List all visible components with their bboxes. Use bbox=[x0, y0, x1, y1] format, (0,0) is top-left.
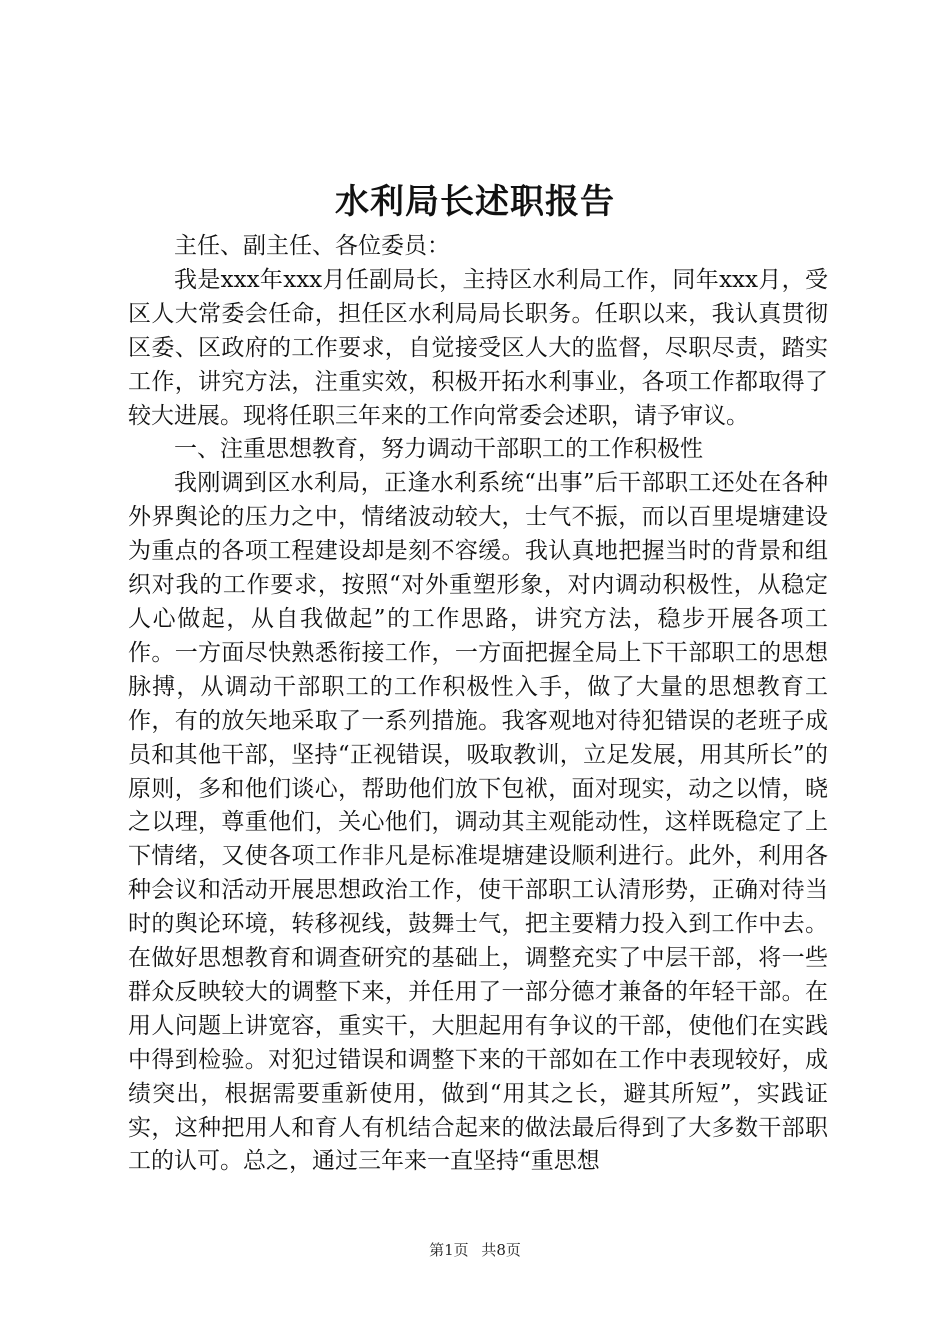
page-total: 共8页 bbox=[481, 1241, 521, 1259]
page-number: 第1页 bbox=[429, 1241, 469, 1259]
page-footer bbox=[0, 1240, 950, 1260]
section-heading: 一、注重思想教育，努力调动干部职工的工作积极性 bbox=[174, 436, 703, 463]
paragraph-intro: 我是xxx年xxx月任副局长，主持区水利局工作，同年xxx月，受区人大常委会任命，担任区水利局局长职务。任职以来，我认真贯彻区委、区政府的工作要求，自觉接受区人大的监督，尽职尽责，踏实工作，讲究方法，注重实效，积极开拓水利事业，各项工作都取得了较大进展。现将任职三年来的工作向常委会述职，请予审议。 bbox=[128, 266, 828, 429]
salutation: 主任、副主任、各位委员： bbox=[174, 233, 450, 259]
paragraph-body: 我刚调到区水利局，正逢水利系统“出事”后干部职工还处在各种外界舆论的压力之中，情绪波动较大，士气不振，而以百里堤塘建设为重点的各项工程建设却是刻不容缓。我认真地把握当时的背景和组织对我的工作要求，按照“对外重塑形象，对内调动积极性，从稳定人心做起，从自我做起”的工作思路，讲究方法，稳步开展各项工作。一方面尽快熟悉衔接工作，一方面把握全局上下干部职工的思想脉搏，从调动干部职工的工作积极性入手，做了大量的思想教育工作，有的放矢地采取了一系列措施。我客观地对待犯错误的老班子成员和其他干部，坚持“正视错误，吸取教训，立足发展，用其所长”的原则，多和他们谈心，帮助他们放下包袱，面对现实，动之以情，晓之以理，尊重他们，关心他们，调动其主观能动性，这样既稳定了上下情绪，又使各项工作非凡是标准堤塘建设顺利进行。此外，利用各种会议和活动开展思想政治工作，使干部职工认清形势，正确对待当时的舆论环境，转移视线，鼓舞士气，把主要精力投入到工作中去。在做好思想教育和调查研究的基础上，调整充实了中层干部，将一些群众反映较大的调整下来，并任用了一部分德才兼备的年轻干部。在用人问题上讲宽容，重实干，大胆起用有争议的干部，使他们在实践中得到检验。对犯过错误和调整下来的干部如在工作中表现较好，成绩突出，根据需要重新使用，做到“用其之长，避其所短”，实践证实，这种把用人和育人有机结合起来的做法最后得到了大多数干部职工的认可。总之，通过三年来一直坚持“重思想 bbox=[128, 470, 828, 1175]
document-body bbox=[128, 230, 828, 1179]
document-title: 水利局长述职报告 bbox=[335, 182, 615, 222]
